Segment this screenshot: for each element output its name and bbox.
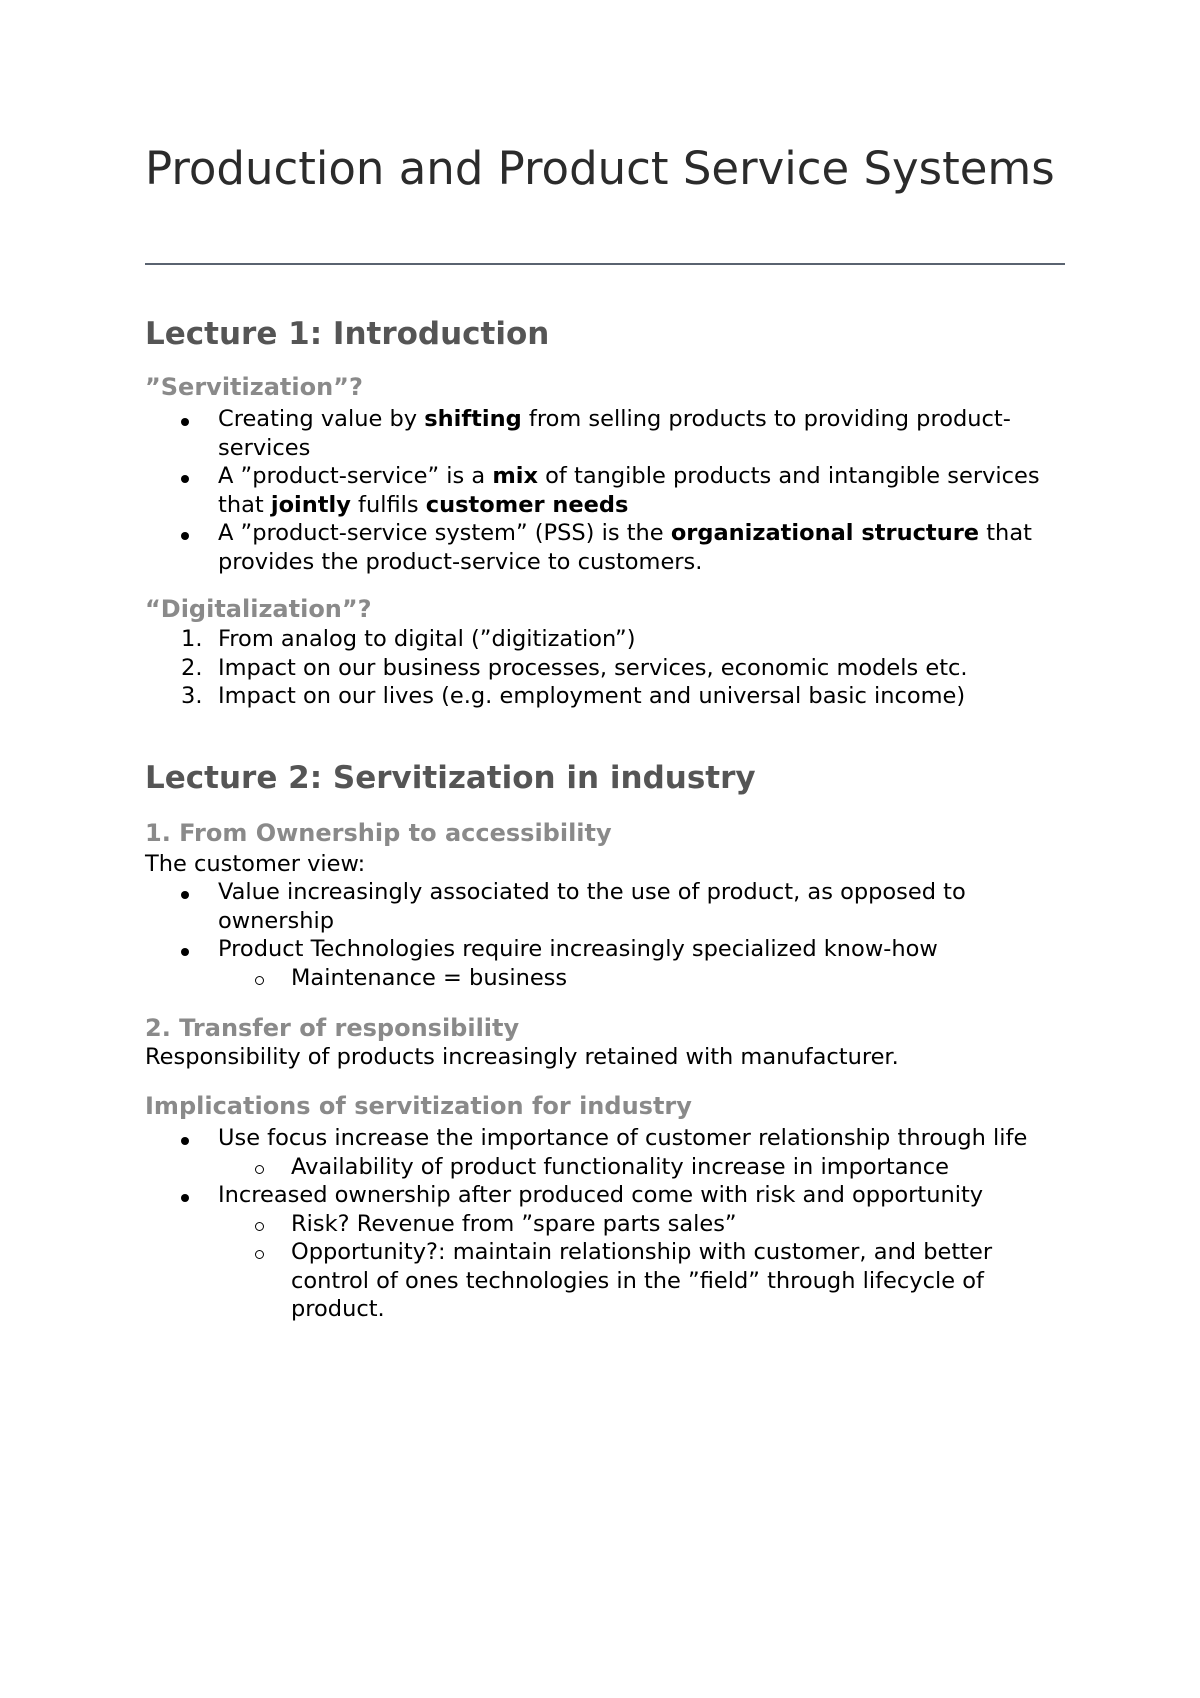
servitization-heading: ”Servitization”? — [145, 373, 363, 401]
bold-text: mix — [492, 463, 539, 489]
list-item — [145, 462, 1065, 519]
list-text: Risk? Revenue from ”spare parts sales” — [291, 1210, 737, 1237]
text-run: that provides the product-service to customers. — [218, 520, 1032, 575]
list-text: Impact on our lives (e.g. employment and universal basic income) — [218, 683, 966, 709]
circle-bullet-icon — [255, 1153, 264, 1182]
list-text: Use focus increase the importance of customer relationship through life — [218, 1125, 1028, 1151]
customer-view-text: The customer view: — [145, 851, 366, 877]
list-text: Product Technologies require increasingly specialized know-how — [218, 936, 938, 962]
bullet-icon — [181, 935, 189, 964]
responsibility-text: Responsibility of products increasingly retained with manufacturer. — [145, 1044, 899, 1070]
list-item — [145, 1124, 1065, 1153]
list-text: Value increasingly associated to the use of product, as opposed to ownership — [218, 879, 966, 934]
lecture-1-heading: Lecture 1: Introduction — [145, 316, 550, 352]
list-number: 2. — [181, 654, 203, 681]
text-run: from selling products to providing product-services — [218, 406, 1011, 461]
lecture-2-heading: Lecture 2: Servitization in industry — [145, 760, 756, 796]
list-number: 1. — [181, 626, 203, 652]
responsibility-heading: 2. Transfer of responsibility — [145, 1014, 520, 1042]
text-run: of tangible products and intangible services that — [218, 463, 1040, 518]
text-run: A ”product-service system” (PSS) is the — [218, 520, 671, 546]
sub-list-item — [145, 1153, 1065, 1182]
circle-bullet-icon — [255, 1238, 264, 1267]
list-text: Impact on our business processes, services, economic models etc. — [218, 654, 968, 681]
bold-text: customer needs — [425, 491, 629, 518]
list-text: Opportunity?: maintain relationship with customer, and better control of ones technologies in the ”field” through lifecycle of product. — [291, 1239, 993, 1322]
title-underline — [145, 263, 1065, 265]
list-item — [145, 1181, 1065, 1210]
list-item — [145, 405, 1065, 462]
digitalization-heading: “Digitalization”? — [145, 595, 372, 623]
text-run: fulfils — [350, 491, 426, 518]
bullet-icon — [181, 878, 189, 907]
bullet-icon — [181, 519, 189, 548]
bold-text: shifting — [424, 406, 522, 432]
bold-text: organizational structure — [670, 520, 980, 546]
list-item — [145, 625, 1065, 654]
digitalization-list — [145, 625, 1065, 711]
list-item — [145, 682, 1065, 711]
document-title: Production and Product Service Systems — [145, 142, 1055, 195]
ownership-list — [145, 878, 1065, 992]
sub-list-item — [145, 1238, 1065, 1324]
list-text: Increased ownership after produced come with risk and opportunity — [218, 1182, 984, 1208]
bullet-icon — [181, 1181, 189, 1210]
list-text: Availability of product functionality increase in importance — [291, 1153, 950, 1180]
bold-text: jointly — [270, 491, 351, 518]
sub-list-item — [145, 1210, 1065, 1239]
ownership-heading: 1. From Ownership to accessibility — [145, 819, 612, 847]
sub-list-item — [145, 964, 1065, 993]
text-run: A ”product-service” is a — [218, 463, 493, 489]
circle-bullet-icon — [255, 964, 264, 993]
list-number: 3. — [181, 683, 203, 709]
list-item — [145, 519, 1065, 576]
bullet-icon — [181, 1124, 189, 1153]
circle-bullet-icon — [255, 1210, 264, 1239]
list-item — [145, 654, 1065, 683]
bullet-icon — [181, 462, 189, 491]
servitization-list — [145, 405, 1065, 576]
list-item — [145, 935, 1065, 964]
implications-heading: Implications of servitization for industry — [145, 1092, 692, 1120]
implications-list — [145, 1124, 1065, 1324]
text-run: Creating value by — [218, 406, 425, 432]
bullet-icon — [181, 405, 189, 434]
list-text: Maintenance = business — [291, 964, 568, 991]
list-text: From analog to digital (”digitization”) — [218, 626, 636, 652]
list-item — [145, 878, 1065, 935]
